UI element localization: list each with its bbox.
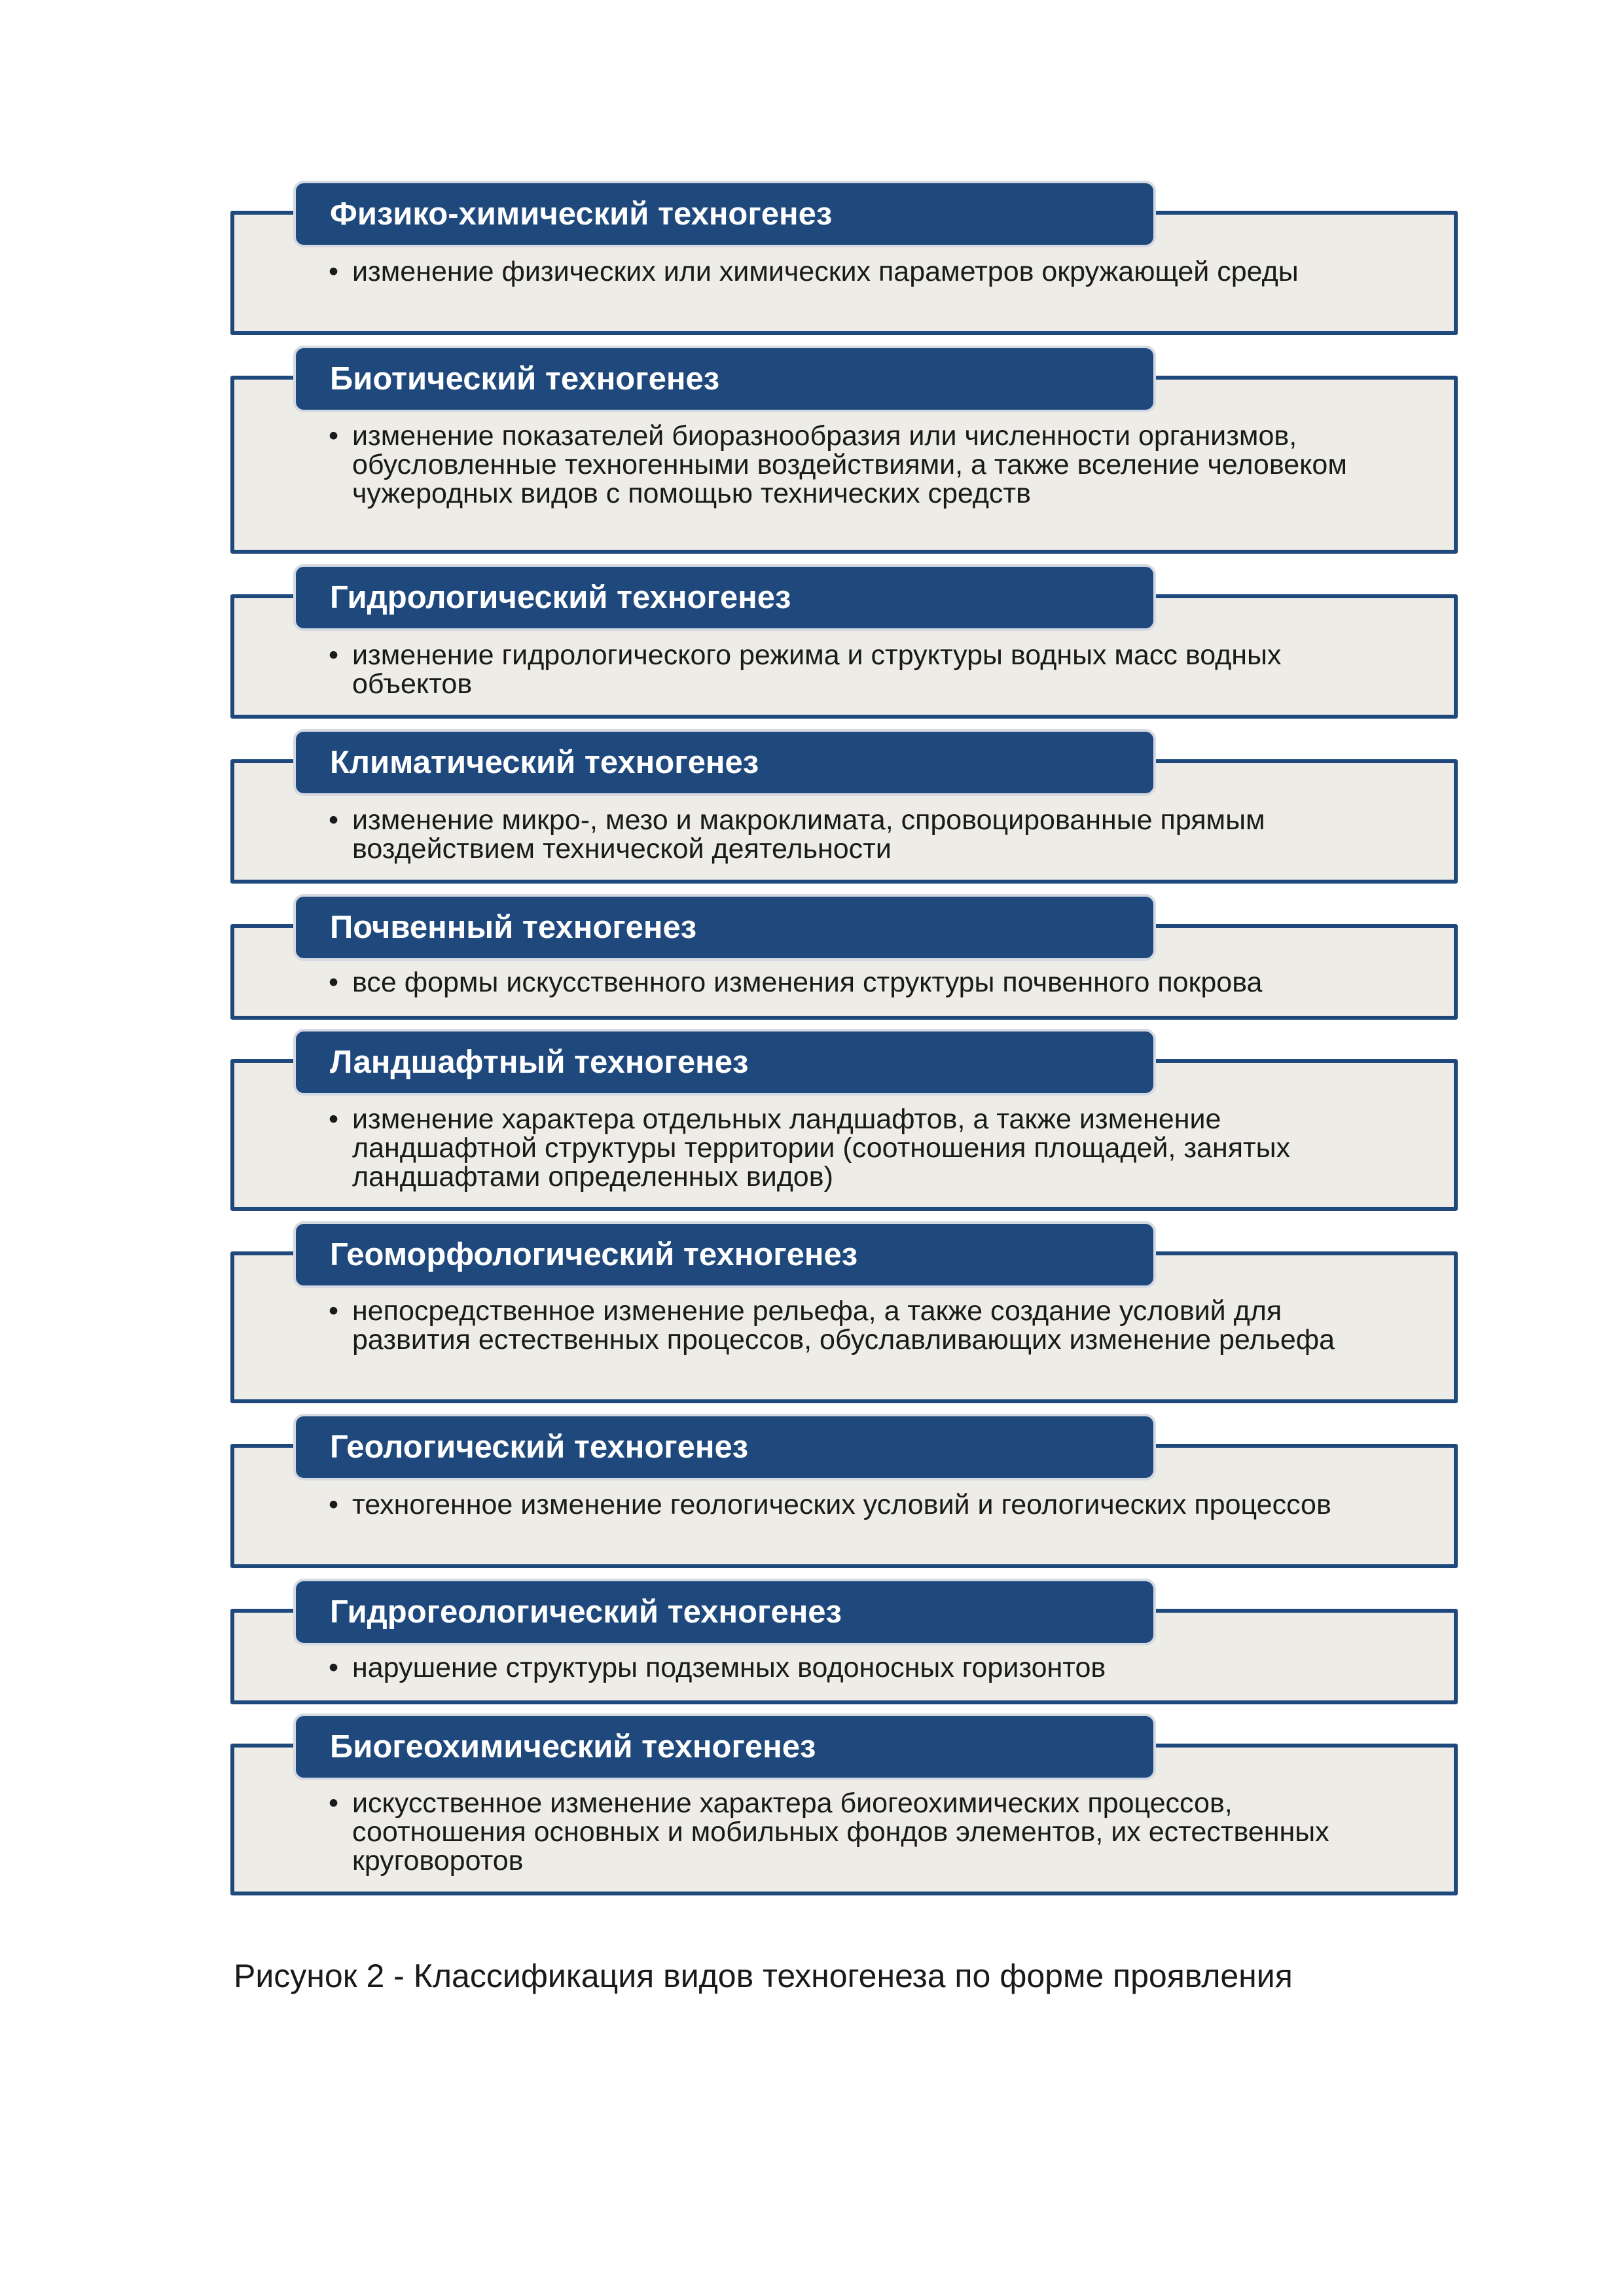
bullet-icon: • (329, 1787, 339, 1819)
bullet-icon: • (329, 256, 339, 287)
category-description-text: изменение показателей биоразнообразия или численности организмов, обусловленные техногенными воздействиями, а также вселение человеком чужеродных видов с помощью технических средств (352, 420, 1347, 509)
category-title: Физико-химический техногенез (296, 183, 1153, 245)
bullet-icon: • (329, 1489, 339, 1520)
category-description (329, 641, 1350, 698)
bullet-icon: • (329, 639, 339, 671)
category-description-text: все формы искусственного изменения структуры почвенного покрова (352, 967, 1263, 998)
category-title: Биогеохимический техногенез (296, 1716, 1153, 1778)
category-title: Геологический техногенез (296, 1416, 1153, 1478)
bullet-icon: • (329, 1295, 339, 1327)
category-description-text: техногенное изменение геологических условий и геологических процессов (352, 1489, 1331, 1520)
bullet-icon: • (329, 1103, 339, 1135)
bullet-icon: • (329, 967, 339, 998)
category-description (329, 257, 1350, 286)
category-description (329, 1653, 1350, 1682)
category-title: Гидрогеологический техногенез (296, 1581, 1153, 1643)
category-description (329, 806, 1350, 863)
category-title: Биотический техногенез (296, 348, 1153, 410)
category-description-text: изменение микро-, мезо и макроклимата, спровоцированные прямым воздействием технической деятельности (352, 804, 1265, 865)
category-title: Геоморфологический техногенез (296, 1224, 1153, 1285)
figure-caption: Рисунок 2 - Классификация видов техногенеза по форме проявления (234, 1958, 1293, 1994)
bullet-icon: • (329, 420, 339, 452)
category-title: Почвенный техногенез (296, 897, 1153, 958)
category-description (329, 422, 1350, 508)
category-description-text: искусственное изменение характера биогеохимических процессов, соотношения основных и мобильных фондов элементов, их естественных круговоротов (352, 1787, 1329, 1876)
category-title: Климатический техногенез (296, 732, 1153, 793)
bullet-icon: • (329, 1652, 339, 1683)
category-description-text: изменение гидрологического режима и структуры водных масс водных объектов (352, 639, 1282, 700)
category-description (329, 1297, 1350, 1354)
category-description-text: изменение характера отдельных ландшафтов, а также изменение ландшафтной структуры территории (соотношения площадей, занятых ландшафтами определенных видов) (352, 1103, 1291, 1193)
category-description (329, 1789, 1350, 1875)
category-description-text: непосредственное изменение рельефа, а также создание условий для развития естественных процессов, обуславливающих изменение рельефа (352, 1295, 1335, 1355)
category-description-text: нарушение структуры подземных водоносных горизонтов (352, 1652, 1106, 1683)
category-description (329, 968, 1350, 997)
bullet-icon: • (329, 804, 339, 836)
category-description (329, 1105, 1350, 1191)
category-description-text: изменение физических или химических параметров окружающей среды (352, 256, 1299, 287)
category-title: Гидрологический техногенез (296, 567, 1153, 628)
category-title: Ландшафтный техногенез (296, 1031, 1153, 1093)
category-description (329, 1490, 1350, 1519)
